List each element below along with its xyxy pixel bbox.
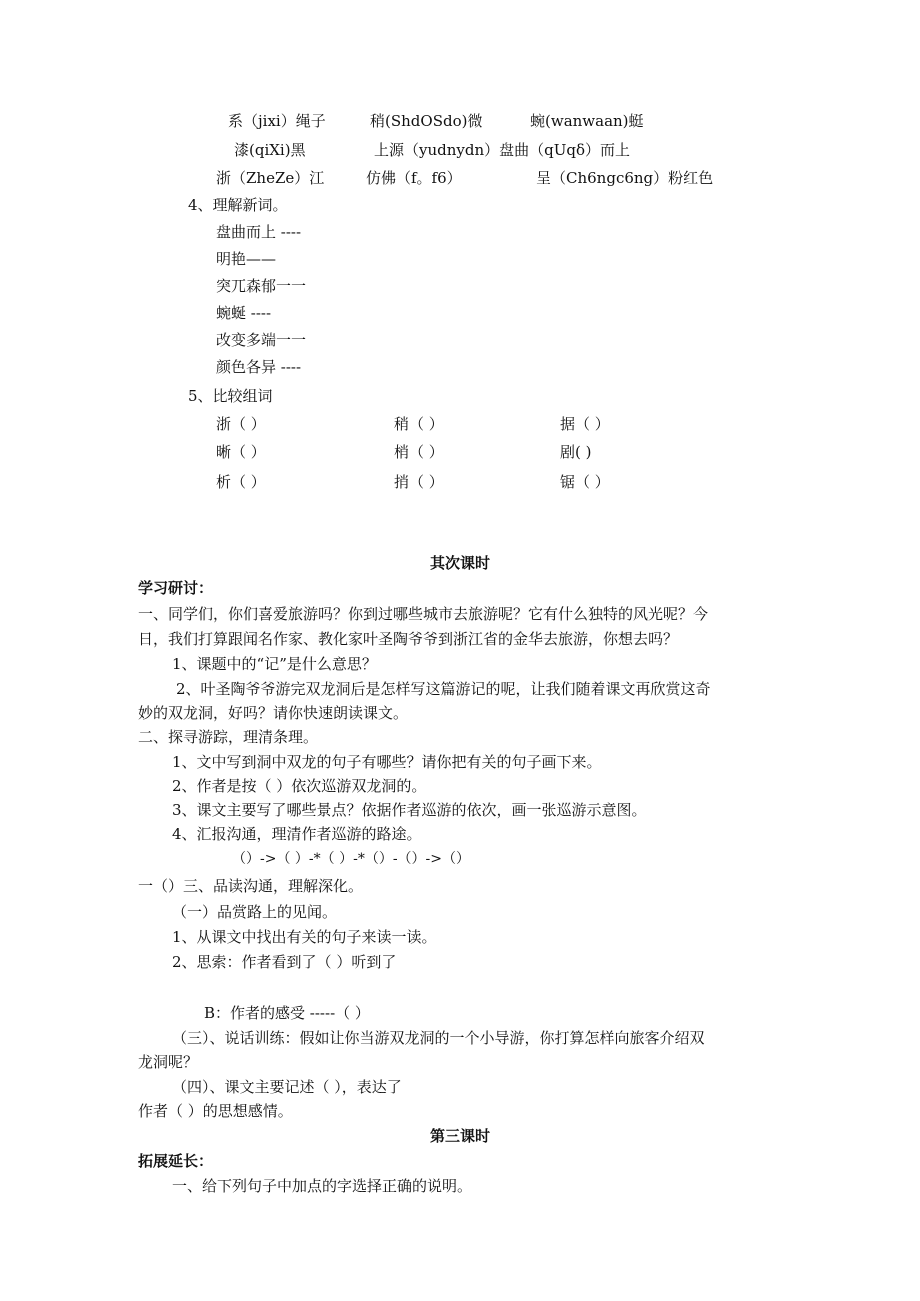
paragraph-line: （四）、课文主要记述（ ），表达了 (172, 1078, 402, 1096)
paragraph-line: 一、同学们，你们喜爱旅游吗？你到过哪些城市去旅游呢？它有什么独特的风光呢？今 (138, 605, 709, 623)
pinyin-item: 蜿(wanwaan)蜓 (530, 112, 644, 130)
paragraph-line: 作者（ ）的思想感情。 (138, 1102, 293, 1120)
route-line: （）->（ ）-*（ ）-*（）-（）->（） (232, 851, 471, 867)
task: 2、思索：作者看到了（ ）听到了 (172, 953, 397, 971)
compare-cell: 捎（ ） (394, 473, 444, 491)
section-title: 5、比较组词 (188, 387, 273, 405)
pinyin-item: 浙（ZheZe）江 (216, 169, 325, 187)
compare-cell: 稍（ ） (394, 415, 444, 433)
section-title: 4、理解新词。 (188, 196, 288, 214)
section-label: 学习研讨： (138, 579, 214, 597)
part-heading: 一（）三、品读沟通，理解深化。 (138, 877, 364, 895)
paragraph-line: （三）、说话训练：假如让你当游双龙洞的一个小导游，你打算怎样向旅客介绍双 (172, 1029, 705, 1047)
compare-cell: 剧( ) (560, 443, 592, 461)
paragraph-line: 日，我们打算跟闻名作家、教化家叶圣陶爷爷到浙江省的金华去旅游，你想去吗？ (138, 630, 679, 648)
compare-cell: 浙（ ） (216, 415, 266, 433)
vocab-item: 明艳—— (216, 250, 277, 268)
pinyin-item: 呈（Ch6ngc6ng）粉红色 (536, 169, 714, 187)
compare-cell: 梢（ ） (394, 443, 444, 461)
paragraph-line: 龙洞呢？ (138, 1053, 199, 1071)
vocab-item: 改变多端一一 (216, 331, 307, 349)
task: 3、课文主要写了哪些景点？依据作者巡游的依次，画一张巡游示意图。 (172, 801, 647, 819)
lesson-heading: 第三课时 (429, 1127, 490, 1145)
pinyin-item: 系（jixi）绳子 (228, 112, 326, 130)
pinyin-item: 仿佛（f。f6） (366, 169, 462, 187)
compare-cell: 晰（ ） (216, 443, 266, 461)
section-label: 拓展延长： (138, 1152, 214, 1170)
pinyin-item: 漆(qiXi)黑 (234, 141, 306, 159)
task: 1、文中写到洞中双龙的句子有哪些？请你把有关的句子画下来。 (172, 753, 602, 771)
compare-cell: 据（ ） (560, 415, 610, 433)
task: 1、从课文中找出有关的句子来读一读。 (172, 928, 437, 946)
compare-cell: 析（ ） (216, 473, 266, 491)
lesson-heading: 其次课时 (429, 554, 490, 572)
task: 一、给下列句子中加点的字选择正确的说明。 (172, 1177, 473, 1195)
pinyin-item: 稍(ShdOSdo)微 (370, 112, 483, 130)
task: 2、作者是按（ ）依次巡游双龙洞的。 (172, 777, 427, 795)
vocab-item: 突兀森郁一一 (216, 277, 307, 295)
pinyin-item: 上源（yudnydn）盘曲（qUqδ）而上 (374, 141, 631, 159)
vocab-item: 蜿蜒 ---- (216, 304, 272, 322)
task: B：作者的感受 -----（ ） (204, 1004, 370, 1022)
vocab-item: 盘曲而上 ---- (216, 223, 302, 241)
paragraph-line: 2、叶圣陶爷爷游完双龙洞后是怎样写这篇游记的呢，让我们随着课文再欣赏这奇 (176, 680, 711, 698)
paragraph-line: 妙的双龙洞，好吗？请你快速朗读课文。 (138, 704, 409, 722)
compare-cell: 锯（ ） (560, 473, 610, 491)
part-heading: 二、探寻游踪，理清条理。 (138, 728, 319, 746)
subsection: （一）品赏路上的见闻。 (172, 903, 338, 921)
vocab-item: 颜色各异 ---- (216, 358, 302, 376)
question: 1、课题中的“记”是什么意思？ (172, 655, 377, 673)
task: 4、汇报沟通，理清作者巡游的路途。 (172, 825, 422, 843)
